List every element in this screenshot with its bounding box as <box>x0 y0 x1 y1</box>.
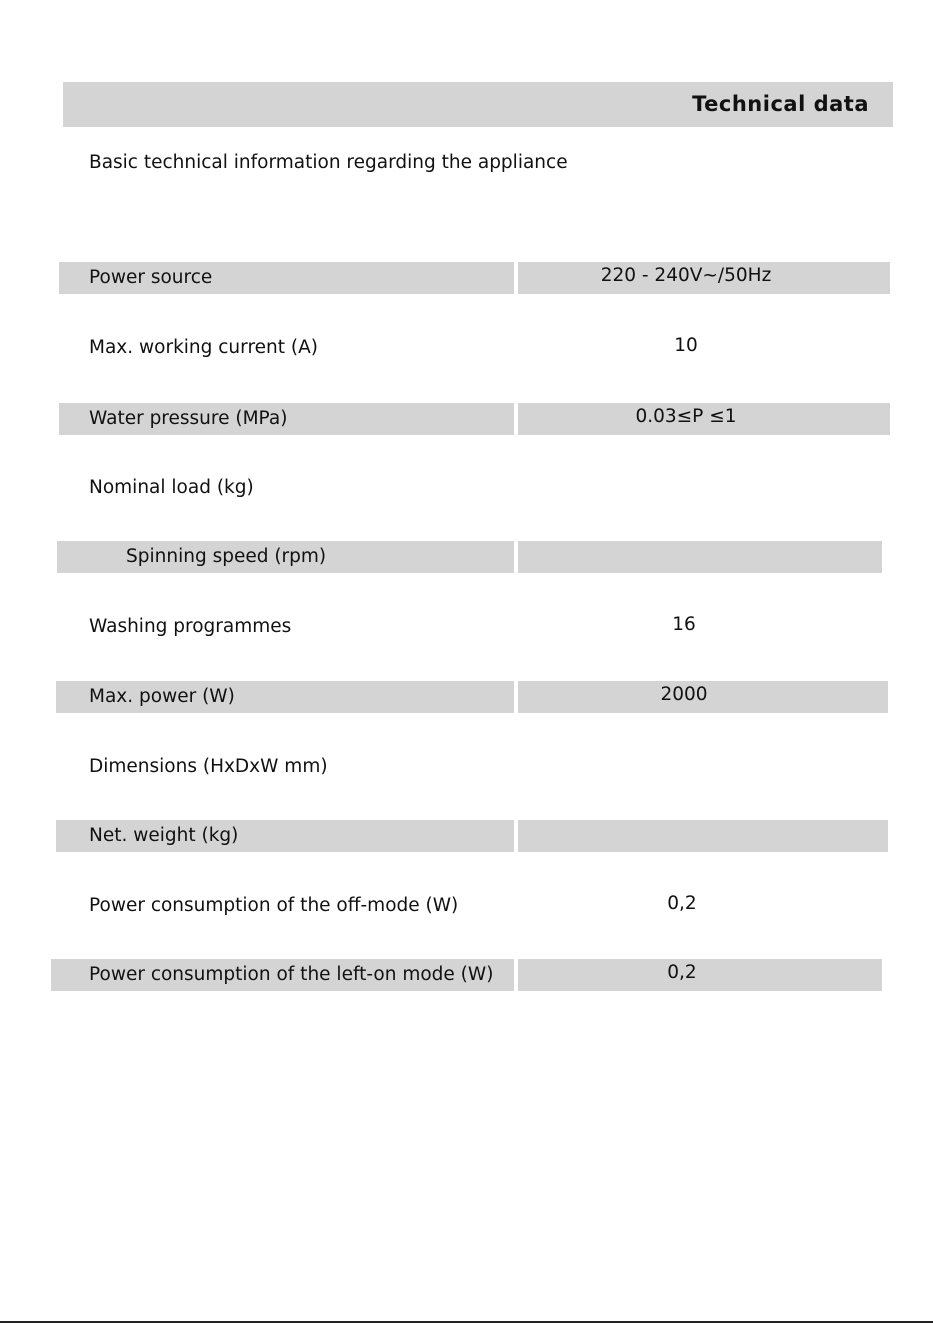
spec-value: 0,2 <box>667 893 697 914</box>
spec-label: Net. weight (kg) <box>89 825 239 846</box>
spec-row-net-weight <box>0 820 933 852</box>
value-cell-bg <box>518 820 888 852</box>
spec-label: Washing programmes <box>89 616 292 637</box>
spec-value: 16 <box>672 614 696 635</box>
spec-value: 0.03≤P ≤1 <box>635 406 737 427</box>
spec-row-left-on-mode-consumption <box>0 959 933 991</box>
value-cell-bg <box>518 541 882 573</box>
section-header-bar <box>63 82 893 127</box>
spec-label: Nominal load (kg) <box>89 477 254 498</box>
section-title: Technical data <box>692 92 869 116</box>
spec-label: Max. power (W) <box>89 686 235 707</box>
spec-value: 220 - 240V~/50Hz <box>600 265 772 286</box>
spec-row-nominal-load <box>0 472 933 504</box>
spec-label: Max. working current (A) <box>89 337 318 358</box>
spec-row-water-pressure <box>0 403 933 435</box>
spec-value: 2000 <box>660 684 708 705</box>
spec-label: Water pressure (MPa) <box>89 408 288 429</box>
spec-label: Power consumption of the left-on mode (W) <box>89 964 494 985</box>
intro-text: Basic technical information regarding the appliance <box>89 152 568 173</box>
spec-label: Dimensions (HxDxW mm) <box>89 756 328 777</box>
spec-row-washing-programmes <box>0 611 933 643</box>
spec-row-dimensions <box>0 751 933 783</box>
spec-label: Spinning speed (rpm) <box>126 546 327 567</box>
spec-label: Power consumption of the off-mode (W) <box>89 895 459 916</box>
spec-value: 0,2 <box>667 962 697 983</box>
spec-row-spinning-speed <box>0 541 933 573</box>
spec-row-max-power <box>0 681 933 713</box>
page-bottom-border <box>0 1321 933 1323</box>
spec-value: 10 <box>674 335 698 356</box>
spec-row-power-source <box>0 262 933 294</box>
spec-label: Power source <box>89 267 213 288</box>
spec-row-max-working-current <box>0 332 933 364</box>
spec-row-off-mode-consumption <box>0 890 933 922</box>
